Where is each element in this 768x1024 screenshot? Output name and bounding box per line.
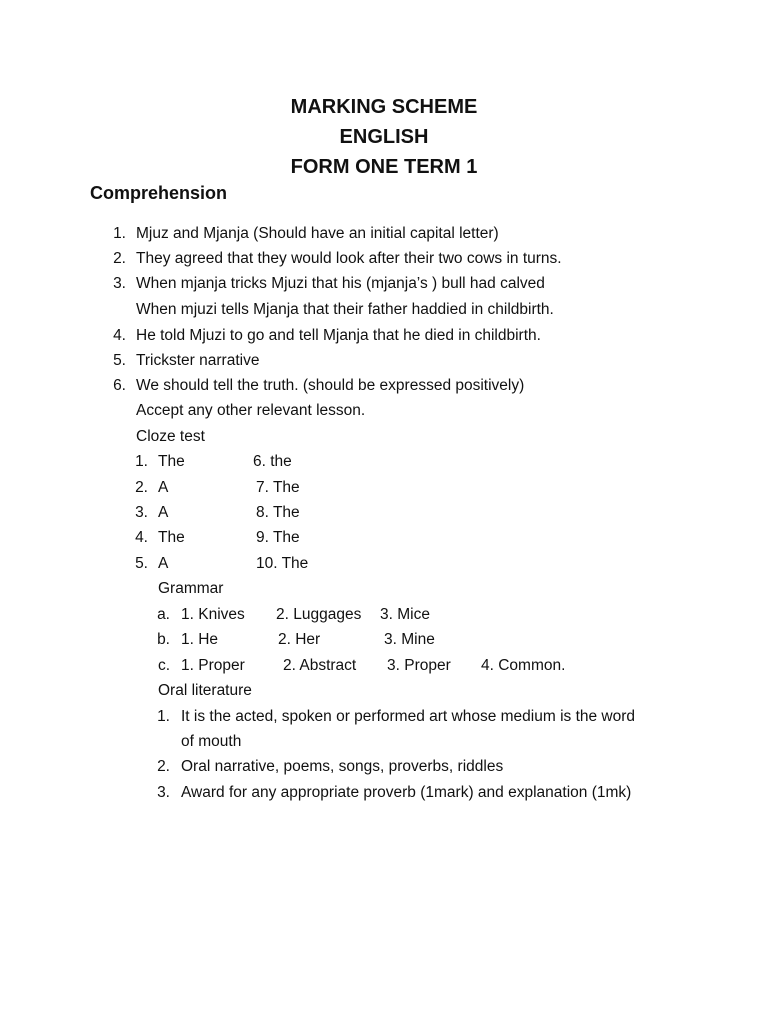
- item-text: When mjanja tricks Mjuzi that his (mjanja’s ) bull had calved: [136, 275, 545, 292]
- item-number: 5.: [113, 352, 126, 369]
- item-text: It is the acted, spoken or performed art whose medium is the word: [181, 708, 636, 725]
- grammar-answer-1: 1. Proper: [181, 657, 245, 674]
- cloze-number: 4.: [135, 529, 148, 546]
- title-marking-scheme: MARKING SCHEME: [290, 96, 478, 118]
- cloze-answer-right: 10. The: [256, 555, 309, 572]
- item-text: They agreed that they would look after their two cows in turns.: [136, 250, 562, 267]
- cloze-number: 2.: [135, 479, 148, 496]
- cloze-answer-left: A: [158, 504, 169, 521]
- grammar-answer-3: 3. Mice: [380, 606, 430, 623]
- item-number: 6.: [113, 377, 126, 394]
- grammar-answer-1: 1. He: [181, 631, 219, 648]
- cloze-number: 1.: [135, 453, 148, 470]
- cloze-number: 3.: [135, 504, 148, 521]
- item-text: When mjuzi tells Mjanja that their father haddied in childbirth.: [136, 301, 554, 318]
- cloze-answer-left: The: [158, 529, 185, 546]
- oral-literature-heading: Oral literature: [158, 682, 252, 699]
- grammar-answer-3: 3. Proper: [387, 657, 451, 674]
- cloze-answer-left: A: [158, 479, 169, 496]
- item-number: 1.: [113, 225, 126, 242]
- item-text: Oral narrative, poems, songs, proverbs, riddles: [181, 758, 504, 775]
- cloze-heading: Cloze test: [136, 428, 205, 445]
- comprehension-heading: Comprehension: [90, 183, 228, 203]
- item-text: Accept any other relevant lesson.: [136, 402, 366, 419]
- grammar-answer-2: 2. Her: [278, 631, 321, 648]
- title-subject: ENGLISH: [339, 126, 429, 148]
- item-number: 3.: [157, 784, 170, 801]
- item-text: He told Mjuzi to go and tell Mjanja that he died in childbirth.: [136, 327, 541, 344]
- cloze-answer-right: 9. The: [256, 529, 300, 546]
- item-number: 1.: [157, 708, 170, 725]
- grammar-answer-3: 3. Mine: [384, 631, 435, 648]
- title-form-term: FORM ONE TERM 1: [290, 156, 478, 178]
- grammar-label: a.: [157, 606, 170, 623]
- item-text: We should tell the truth. (should be expressed positively): [136, 377, 525, 394]
- item-text: Trickster narrative: [136, 352, 260, 369]
- cloze-answer-right: 6. the: [253, 453, 292, 470]
- item-text: Award for any appropriate proverb (1mark) and explanation (1mk): [181, 784, 632, 801]
- cloze-answer-right: 8. The: [256, 504, 300, 521]
- item-number: 3.: [113, 275, 126, 292]
- cloze-answer-left: A: [158, 555, 169, 572]
- item-number: 2.: [157, 758, 170, 775]
- item-number: 2.: [113, 250, 126, 267]
- grammar-label: b.: [157, 631, 170, 648]
- cloze-answer-left: The: [158, 453, 185, 470]
- grammar-heading: Grammar: [158, 580, 224, 597]
- grammar-answer-2: 2. Abstract: [283, 657, 357, 674]
- grammar-label: c.: [157, 657, 170, 674]
- cloze-number: 5.: [135, 555, 148, 572]
- item-text: of mouth: [181, 733, 242, 750]
- grammar-answer-2: 2. Luggages: [276, 606, 362, 623]
- item-number: 4.: [113, 327, 126, 344]
- item-text: Mjuz and Mjanja (Should have an initial capital letter): [136, 225, 499, 242]
- cloze-answer-right: 7. The: [256, 479, 300, 496]
- grammar-answer-4: 4. Common.: [481, 657, 566, 674]
- grammar-answer-1: 1. Knives: [181, 606, 245, 623]
